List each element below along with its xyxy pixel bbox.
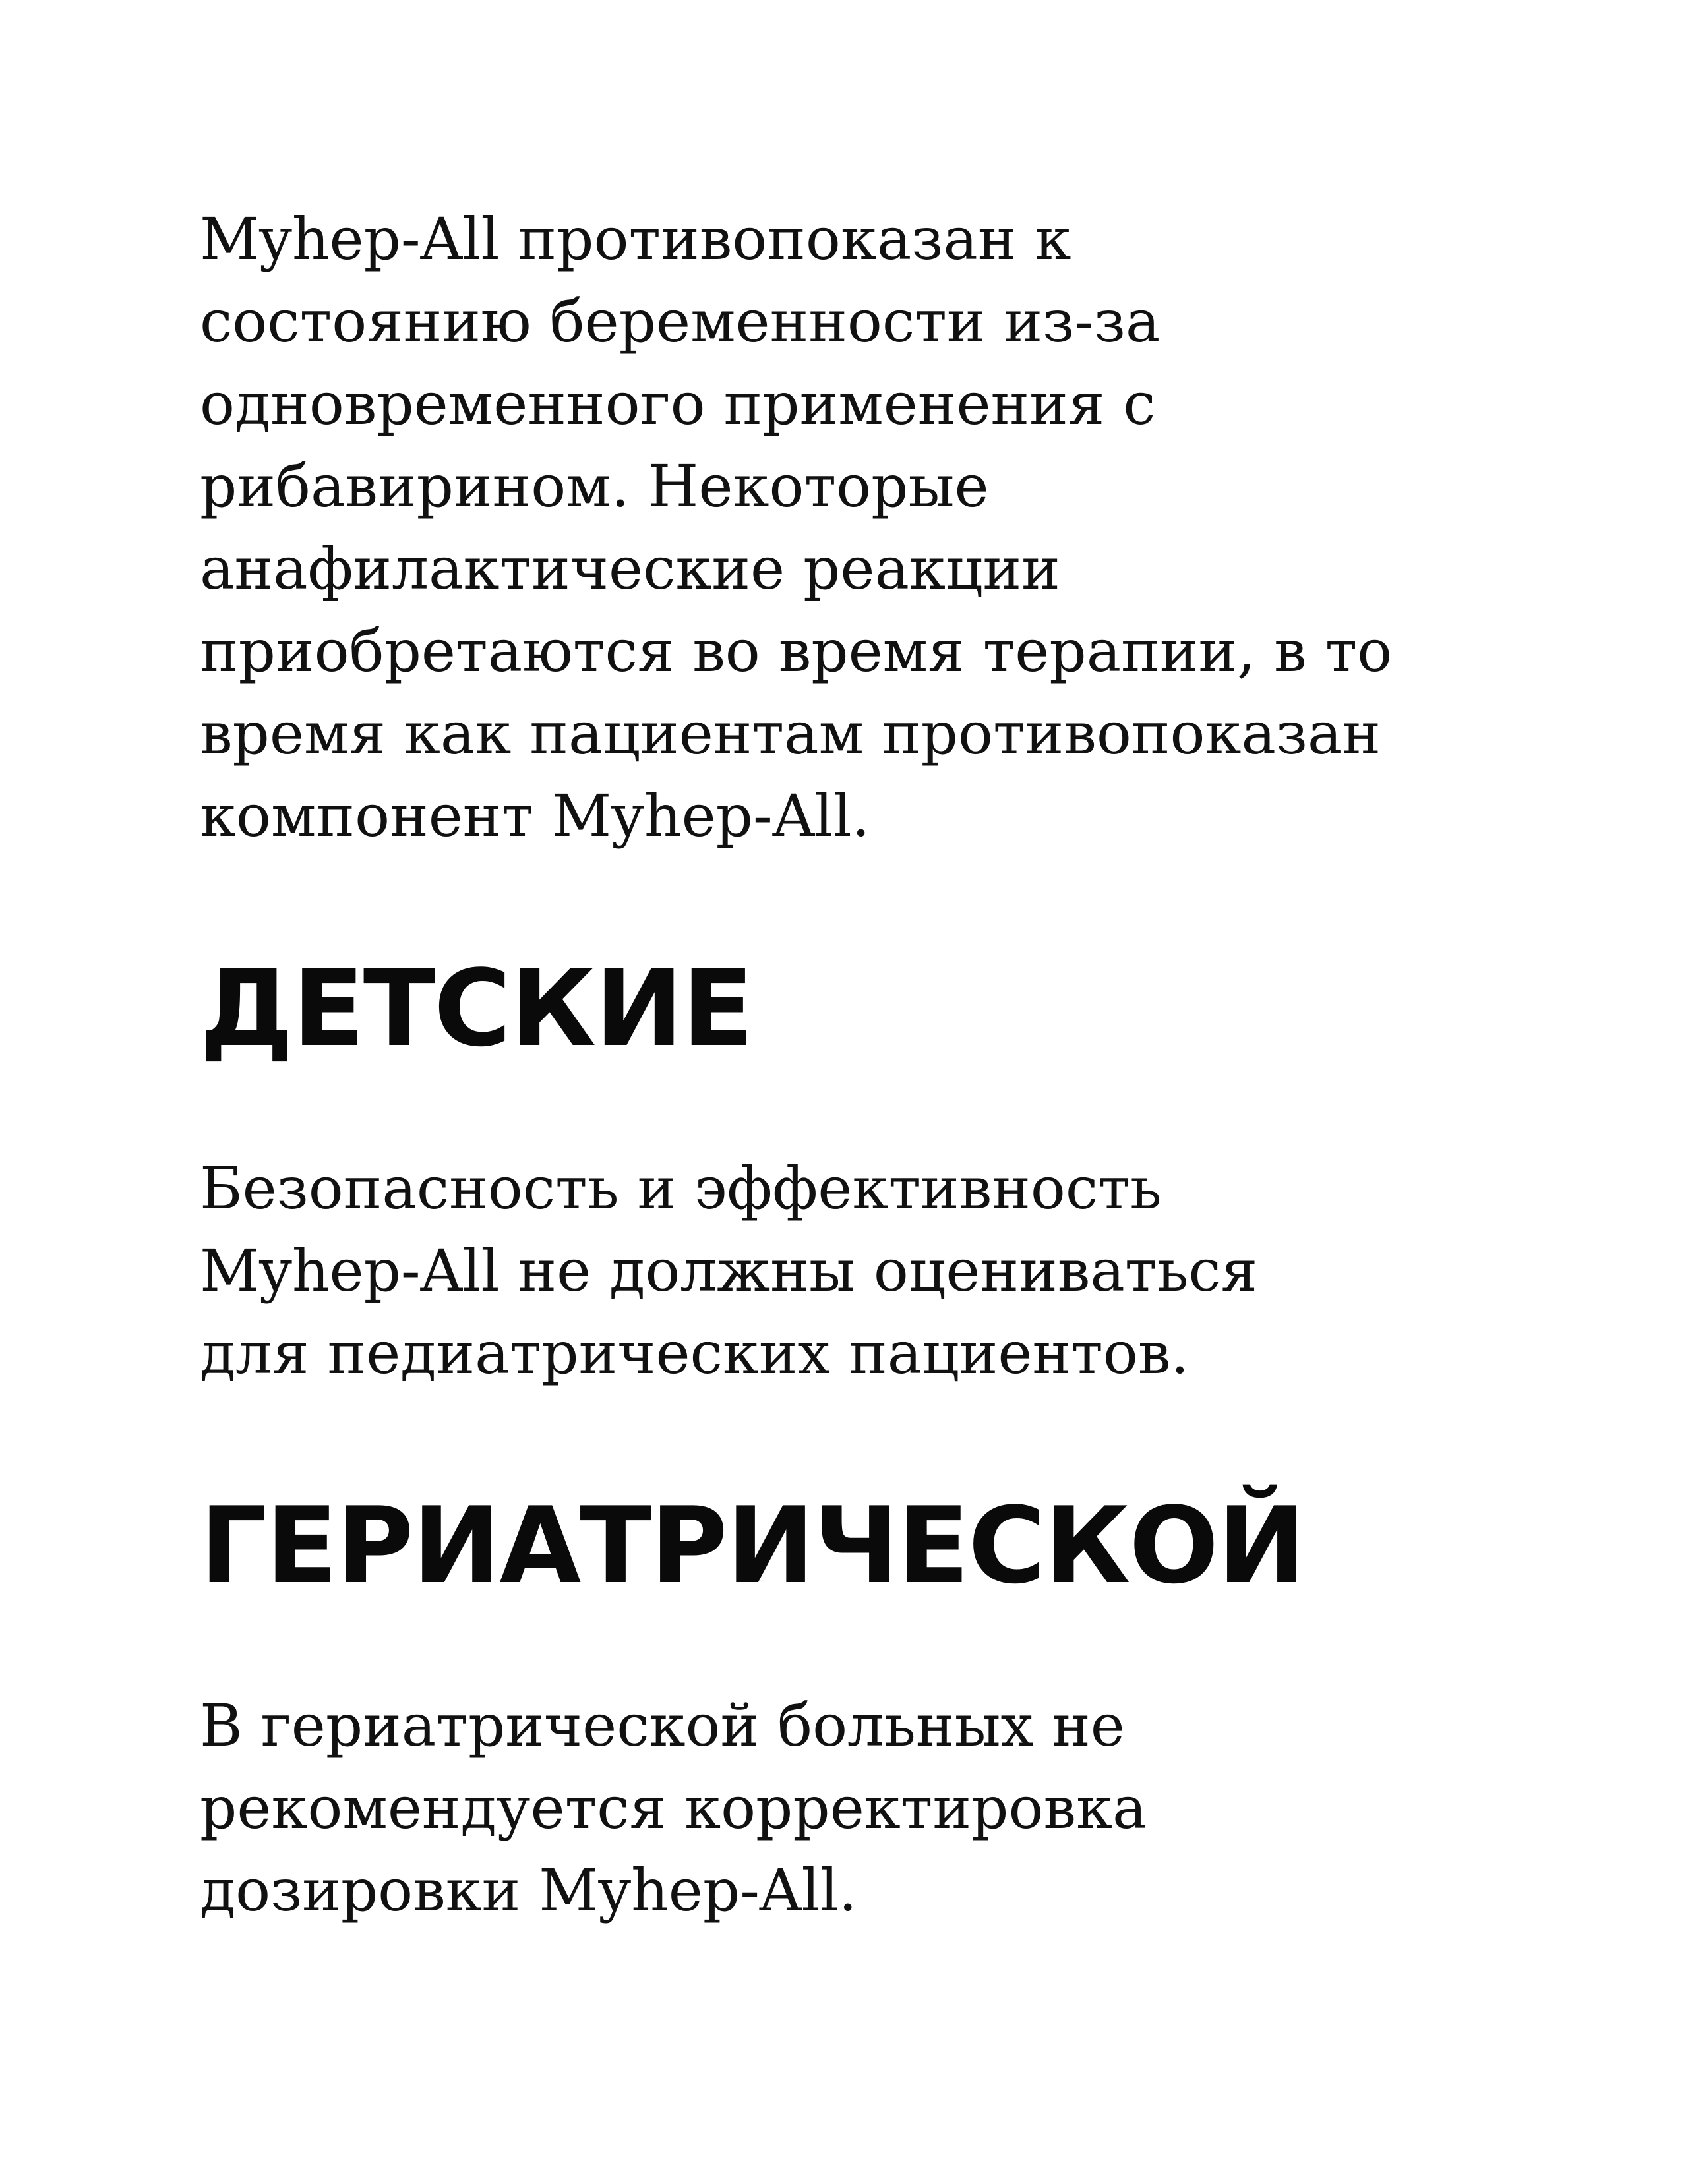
paragraph-line: дозировки Myhep-All.: [200, 1856, 857, 1924]
paragraph-line: время как пациентам противопоказан: [200, 699, 1381, 767]
pediatric-paragraph: [200, 1147, 1519, 1394]
paragraph-line: рекомендуется корректировка: [200, 1774, 1147, 1842]
contraindication-paragraph: [200, 198, 1519, 857]
paragraph-line: Myhep-All не должны оцениваться: [200, 1237, 1258, 1305]
section-heading-children: ДЕТСКИЕ: [200, 947, 753, 1070]
document-content: [200, 198, 1519, 1932]
paragraph-line: одновременного применения с: [200, 370, 1156, 438]
paragraph-line: для педиатрических пациентов.: [200, 1319, 1190, 1387]
paragraph-line: В гериатрической больных не: [200, 1692, 1125, 1759]
paragraph-line: анафилактические реакции: [200, 535, 1060, 603]
paragraph-line: рибавирином. Некоторые: [200, 452, 989, 520]
paragraph-line: состоянию беременности из-за: [200, 287, 1160, 355]
paragraph-line: Myhep-All противопоказан к: [200, 205, 1071, 273]
paragraph-line: Безопасность и эффективность: [200, 1154, 1162, 1222]
paragraph-line: компонент Myhep-All.: [200, 782, 870, 850]
geriatric-paragraph: [200, 1684, 1519, 1932]
section-heading-geriatric: ГЕРИАТРИЧЕСКОЙ: [200, 1484, 1305, 1607]
paragraph-line: приобретаются во время терапии, в то: [200, 617, 1393, 685]
